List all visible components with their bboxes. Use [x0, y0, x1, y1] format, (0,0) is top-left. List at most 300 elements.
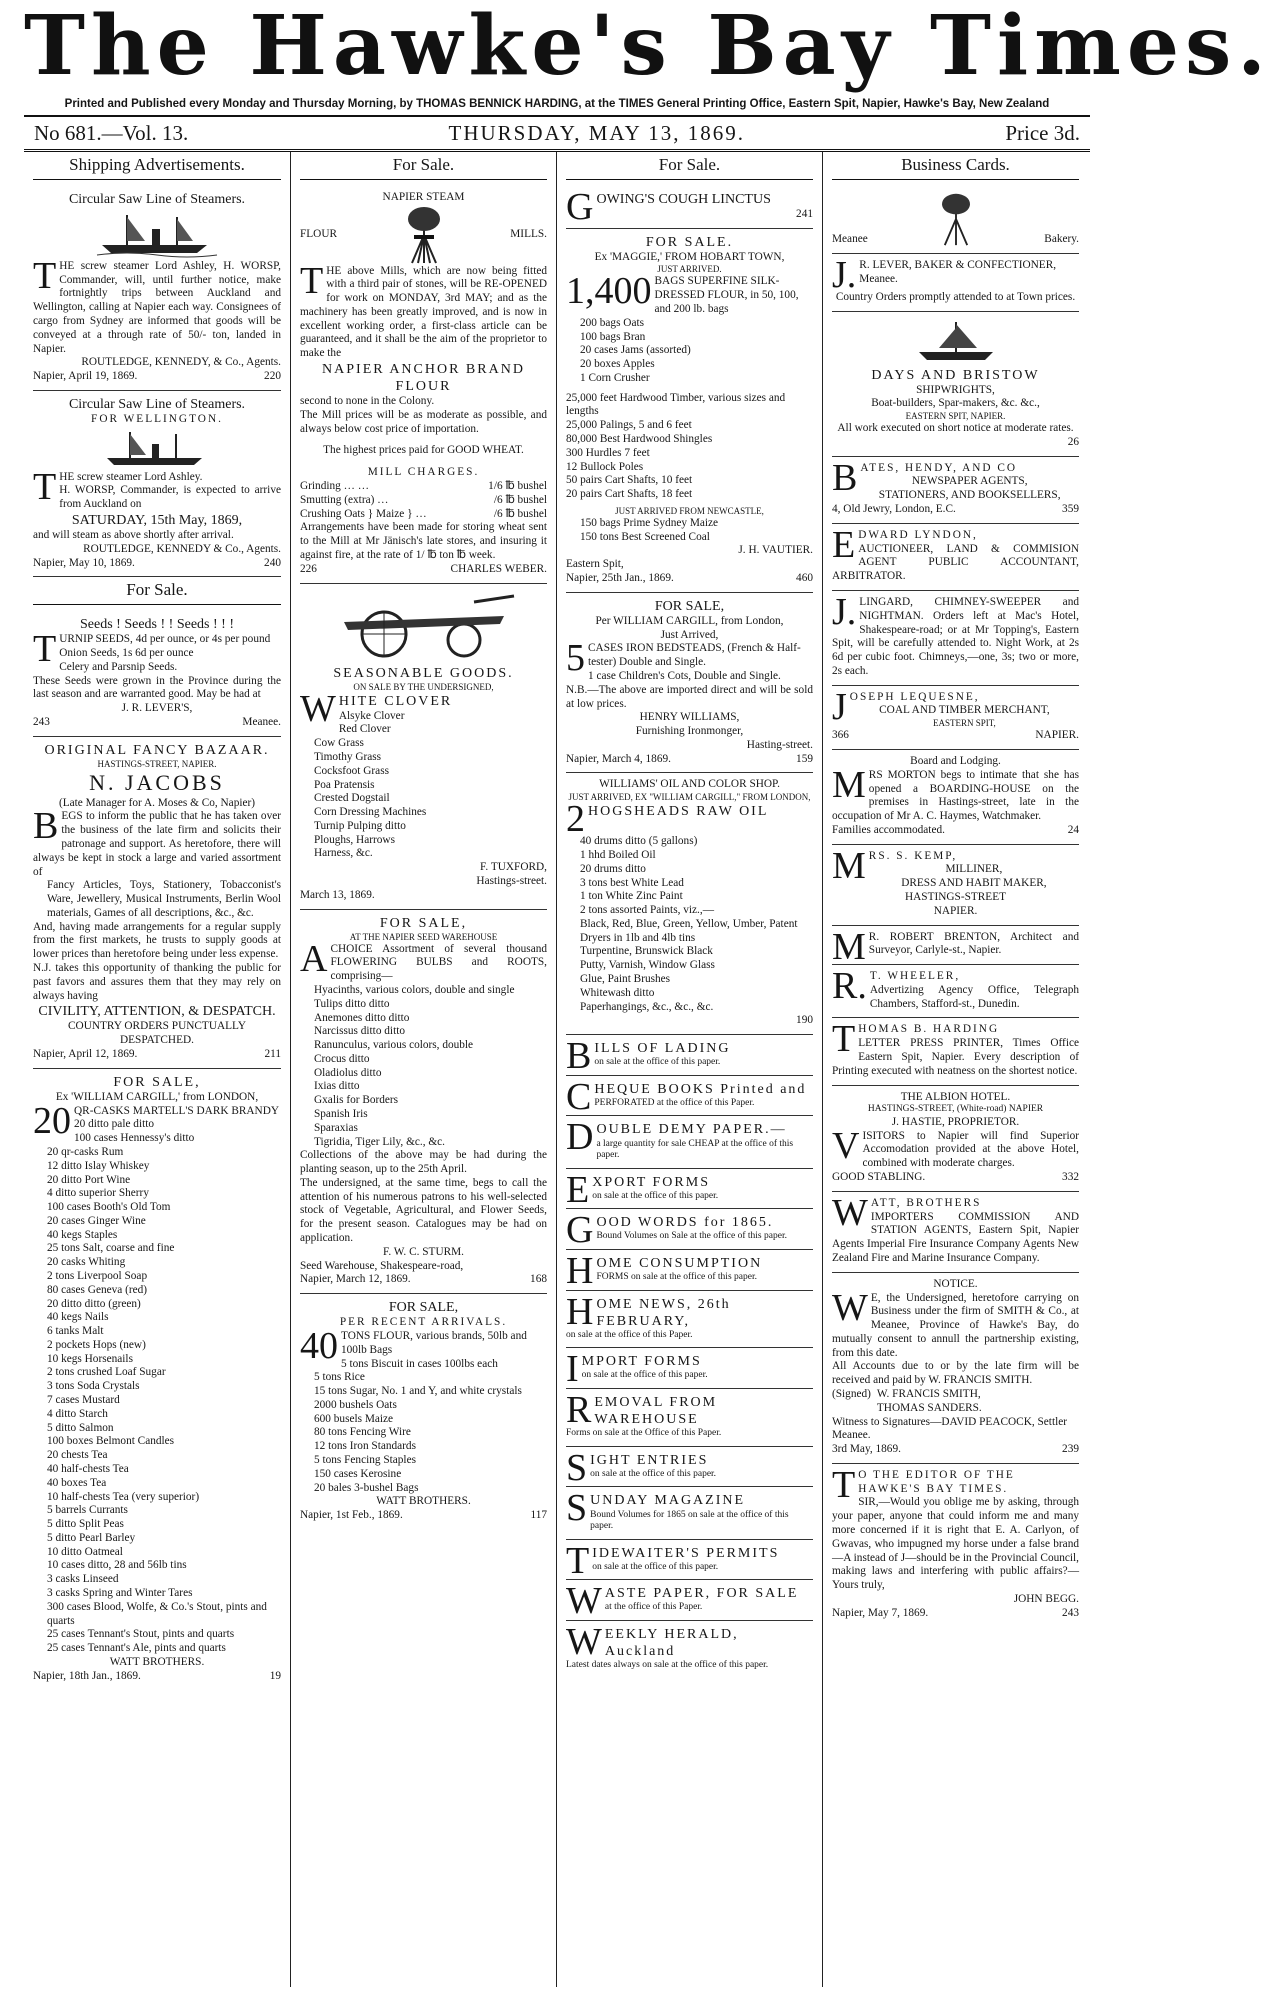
- notice-title: OME NEWS, 26th FEBRUARY,: [596, 1296, 731, 1329]
- card-albion-hotel: [832, 1086, 1079, 1192]
- list-item: Whitewash ditto: [580, 986, 655, 999]
- card-town: NAPIER.: [933, 904, 978, 917]
- ad-ex: JUST ARRIVED, EX "WILLIAM CARGILL," FROM LONDON,: [568, 792, 811, 803]
- ad-place: Hastings-street.: [476, 875, 547, 888]
- notice-sub: on sale at the office of this paper.: [594, 1057, 721, 1068]
- office-notice: [566, 1389, 813, 1447]
- drop-cap: T: [566, 1539, 590, 1582]
- ad-cough-linctus: [566, 186, 813, 229]
- list-item: 80,000 Best Hardwood Shingles: [566, 433, 713, 446]
- card-text: R. ROBERT BRENTON, Architect and Surveyor, Carlyle-st., Napier.: [868, 930, 1079, 957]
- drop-cap: J.: [832, 253, 857, 296]
- list-item: 2 pockets Hops (new): [47, 1338, 146, 1351]
- card-number: 359: [1062, 503, 1079, 516]
- ad-number: 159: [796, 752, 813, 765]
- card-text: All work executed on short notice at moderate rates.: [837, 422, 1074, 435]
- item-list: [300, 984, 547, 1149]
- notice-title: UNDAY MAGAZINE: [590, 1493, 746, 1509]
- notice-sub: Forms on sale at the Office of this Paper.: [566, 1428, 722, 1439]
- ad-lead-text: HOGSHEADS RAW OIL: [588, 804, 769, 820]
- card-lingard: [832, 591, 1079, 686]
- column-heading: Shipping Advertisements.: [33, 152, 281, 180]
- list-item: Ploughs, Harrows: [314, 833, 395, 846]
- column-heading: Business Cards.: [832, 152, 1079, 180]
- drop-cap: M: [832, 844, 866, 887]
- list-item: 600 busels Maize: [314, 1412, 394, 1425]
- list-item: 100 bags Bran: [580, 330, 646, 343]
- card-sub: NEWSPAPER AGENTS,: [911, 475, 1028, 488]
- ad-lead-text: HITE CLOVER: [338, 693, 453, 709]
- ad-subtitle: AT THE NAPIER SEED WAREHOUSE: [349, 931, 498, 942]
- card-text-2: Country Orders promptly attended to at Town prices.: [835, 290, 1076, 303]
- notice-sub: on sale at the office of this paper.: [592, 1561, 719, 1572]
- notice-sub: PERFORATED at the office of this Paper.: [594, 1097, 755, 1108]
- list-item: Timothy Grass: [314, 750, 382, 763]
- drop-cap: T: [33, 254, 57, 297]
- card-number: 24: [1067, 823, 1079, 836]
- list-item: 10 half-chests Tea (very superior): [47, 1490, 200, 1503]
- list-item: 5 barrels Currants: [47, 1504, 128, 1517]
- card-text: IMPORTERS COMMISSION AND STATION AGENTS, Eastern Spit, Napier Agents Imperial Fire Insurance Company Agents New Zealand Fire and Marine Insurance Company.: [832, 1210, 1079, 1264]
- drop-cap: W: [832, 1191, 868, 1234]
- card-text: R. LEVER, BAKER & CONFECTIONER, Meanee.: [859, 258, 1057, 285]
- list-item: Cow Grass: [314, 737, 364, 750]
- ad-flour-mills: [300, 186, 547, 584]
- card-wheeler: [832, 965, 1079, 1018]
- card-place: 4, Old Jewry, London, E.C.: [832, 503, 956, 516]
- ad-signature: WATT BROTHERS.: [109, 1655, 205, 1668]
- notice-title: ASTE PAPER, FOR SALE: [604, 1586, 799, 1602]
- ad-charges-title: MILL CHARGES.: [367, 466, 480, 479]
- card-title: Board and Lodging.: [910, 754, 1001, 767]
- list-item: 25 tons Salt, coarse and fine: [47, 1242, 175, 1255]
- list-item: Ixias ditto: [314, 1080, 360, 1093]
- card-sub-3: HASTINGS-STREET: [904, 890, 1007, 903]
- drop-cap: I: [566, 1348, 579, 1391]
- notice-title: HEQUE BOOKS Printed and: [594, 1081, 807, 1097]
- masthead-title: The Hawke's Bay Times.: [24, 0, 1272, 94]
- issue-date: THURSDAY, MAY 13, 1869.: [448, 121, 746, 145]
- list-item: Red Clover: [338, 723, 391, 736]
- list-item: 5 tons Rice: [314, 1371, 365, 1384]
- ad-title: FOR SALE,: [113, 1074, 201, 1090]
- ad-hobart-flour: [566, 229, 813, 593]
- list-item: 3 casks Spring and Winter Tares: [47, 1586, 193, 1599]
- notice-title: MPORT FORMS: [581, 1354, 702, 1370]
- card-text-2: Families accommodated.: [832, 823, 945, 836]
- ad-body: HE screw steamer Lord Ashley, H. WORSP, Commander, will, until further notice, make fortnightly trips between Auckland and Wellington, calling at Napier each way. Consignees of cargo from Sydney are informed that goods will be conveyed at a through rate of 50/- ton, landed in Napier.: [33, 259, 281, 355]
- ad-place: Meanee.: [242, 715, 281, 728]
- card-text: ISITORS to Napier will find Superior Accomodation provided at the above Hotel, combined with moderate charges.: [862, 1129, 1079, 1170]
- drop-cap: T: [832, 1463, 856, 1506]
- list-item: 20 boxes Apples: [580, 358, 655, 371]
- ad-body-3: N.J. takes this opportunity of thanking the public for past favors and assures them that they may rely on always having: [33, 962, 281, 1002]
- card-title: DWARD LYNDON,: [858, 528, 978, 541]
- column-for-sale-2: [290, 152, 556, 1987]
- ad-watt-brothers-spirits: [33, 1069, 281, 1690]
- drop-cap: W: [300, 687, 336, 730]
- list-item: 40 kegs Staples: [47, 1228, 118, 1241]
- ad-lead-number: 1,400: [566, 270, 652, 313]
- card-text: AUCTIONEER, LAND & COMMISION AGENT PUBLIC ACCOUNTANT, ARBITRATOR.: [832, 542, 1079, 583]
- column-for-sale-3: [556, 152, 822, 1987]
- office-notice: [566, 1209, 813, 1250]
- card-text: RS MORTON begs to intimate that she has opened a BOARDING-HOUSE on the premises in Hastings-street, late in the occupation of Mr A. C. Haymes, Watchmaker.: [832, 768, 1079, 823]
- drop-cap: D: [566, 1116, 594, 1159]
- list-item: 20 ditto Port Wine: [47, 1173, 131, 1186]
- list-item: 3 tons best White Lead: [580, 876, 684, 889]
- wheat-sheaf-icon: [928, 191, 984, 247]
- card-sub-2: DRESS AND HABIT MAKER,: [901, 877, 1047, 890]
- list-item: Tulips ditto ditto: [314, 997, 390, 1010]
- charges-table: [300, 480, 547, 521]
- issue-number: No 681.—Vol. 13.: [34, 121, 189, 145]
- card-place: EASTERN SPIT,: [932, 718, 996, 729]
- card-letter-to-editor: [832, 1464, 1079, 1627]
- list-item: 2 tons assorted Paints, viz.,—: [580, 904, 714, 917]
- ad-number: 168: [530, 1273, 547, 1286]
- ad-title: FOR SALE,: [379, 915, 468, 931]
- list-item: Poa Pratensis: [314, 778, 375, 791]
- ad-body: HE screw steamer Lord Ashley.: [59, 470, 203, 483]
- card-signed: (Signed): [832, 1387, 871, 1400]
- card-title: O THE EDITOR OF THE HAWKE'S BAY TIMES.: [858, 1468, 1015, 1495]
- ad-title: OWING'S COUGH LINCTUS: [596, 191, 771, 207]
- ad-lead-text: CASES IRON BEDSTEADS, (French & Half-tester) Double and Single.: [588, 642, 801, 669]
- office-notice: [566, 1169, 813, 1210]
- list-item: Crested Dogstail: [314, 792, 390, 805]
- list-item: 5 ditto Pearl Barley: [47, 1531, 136, 1544]
- notice-sub: Latest dates always on sale at the office of this paper.: [566, 1660, 769, 1671]
- ad-brand: NAPIER ANCHOR BRAND FLOUR: [322, 361, 525, 395]
- ad-body-2: H. WORSP, Commander, is expected to arrive from Auckland on: [59, 484, 281, 511]
- list-item: 1 ton White Zinc Paint: [580, 890, 683, 903]
- ad-iron-bedsteads: [566, 593, 813, 774]
- ad-place: Hasting-street.: [746, 738, 813, 751]
- office-notice: [566, 1035, 813, 1076]
- ad-title: ORIGINAL FANCY BAZAAR.: [44, 742, 270, 758]
- card-sub: SHIPWRIGHTS,: [916, 383, 995, 396]
- column-shipping: [24, 152, 290, 1987]
- list-item: 150 cases Kerosine: [314, 1467, 402, 1480]
- notice-sub: on sale at the office of this paper.: [581, 1370, 708, 1381]
- card-text-2: All Accounts due to or by the late firm will be received and paid by W. FRANCIS SMITH.: [832, 1360, 1079, 1387]
- list-item: 20 pairs Cart Shafts, 18 feet: [566, 488, 693, 501]
- ad-lead-text: TONS FLOUR, various brands, 50lb and 100lb Bags: [341, 1330, 527, 1356]
- drop-cap: H: [566, 1290, 594, 1333]
- list-item: 20 ditto ditto (green): [47, 1297, 141, 1310]
- ad-number: 190: [796, 1014, 813, 1027]
- notice-sub: a large quantity for sale CHEAP at the office of this paper.: [596, 1138, 794, 1161]
- ad-date: Napier, May 10, 1869.: [33, 556, 135, 569]
- ad-date: Napier, March 12, 1869.: [300, 1273, 411, 1286]
- office-notice: [566, 1621, 813, 1678]
- list-item: 40 boxes Tea: [47, 1476, 107, 1489]
- list-item: 6 tanks Malt: [47, 1325, 104, 1338]
- card-morton-boarding: [832, 750, 1079, 845]
- list-item: 20 qr-casks Rum: [47, 1145, 124, 1158]
- card-watt-brothers: [832, 1192, 1079, 1273]
- ad-wheat: The highest prices paid for GOOD WHEAT.: [323, 444, 524, 457]
- ad-number: 240: [264, 556, 281, 569]
- card-town: NAPIER.: [1035, 729, 1079, 742]
- list-item: 7 cases Mustard: [47, 1394, 120, 1407]
- notice-title: IDEWAITER'S PERMITS: [592, 1545, 780, 1561]
- ad-body-2: second to none in the Colony.: [300, 395, 435, 408]
- ad-number: 117: [530, 1509, 547, 1522]
- ad-body: HE above Mills, which are now being fitted with a third pair of stones, will be RE-OPENED for work on MONDAY, 3rd MAY; and as the machinery has been greatly improved, and is now in excellent working order, a first-class article can be guaranteed, and it shall be the aim of the proprietor to make the: [300, 264, 547, 360]
- ad-sub: Furnishing Ironmonger,: [635, 725, 744, 738]
- ad-name: N. JACOBS: [89, 769, 225, 795]
- list-item: 150 bags Prime Sydney Maize: [580, 516, 719, 529]
- list-item: 3 tons Soda Crystals: [47, 1380, 140, 1393]
- card-text: E, the Undersigned, heretofore carrying on Business under the firm of SMITH & Co., at Meanee, Province of Hawke's Bay, do mutually consent to annull the partnership existing, from this date.: [832, 1291, 1079, 1359]
- notice-sub: Bound Volumes for 1865 on sale at the office of this paper.: [590, 1509, 789, 1532]
- ad-recent-arrivals: [300, 1294, 547, 1529]
- ad-title: SEASONABLE GOODS.: [333, 665, 514, 681]
- ad-body: CHOICE Assortment of several thousand FLOWERING BULBS and ROOTS, comprising—: [330, 942, 547, 983]
- ad-steamer-ashley: [33, 186, 281, 391]
- list-item: 300 cases Blood, Wolfe, & Co.'s Stout, pints and quarts: [47, 1600, 267, 1627]
- notice-title: OUBLE DEMY PAPER.—: [596, 1122, 787, 1138]
- ad-signature: HENRY WILLIAMS,: [639, 711, 740, 724]
- list-item: 40 kegs Nails: [47, 1311, 109, 1324]
- list-item: Glue, Paint Brushes: [580, 973, 671, 986]
- ad-date: Napier, April 19, 1869.: [33, 370, 138, 383]
- ad-title: Seeds ! Seeds ! ! Seeds ! ! !: [80, 617, 234, 633]
- list-item: 10 kegs Horsenails: [47, 1352, 133, 1365]
- office-notice: [566, 1348, 813, 1389]
- list-item: 80 cases Geneva (red): [47, 1283, 148, 1296]
- charges-item: Grinding … …: [300, 480, 370, 493]
- ad-place: Seed Warehouse, Shakespeare-road,: [300, 1259, 464, 1272]
- card-title: DAYS AND BRISTOW: [871, 367, 1040, 383]
- columns: [24, 152, 1090, 1987]
- notice-sub: at the office of this Paper.: [604, 1602, 703, 1613]
- card-number: 243: [1062, 1606, 1079, 1619]
- card-text: SIR,—Would you oblige me by asking, through your paper, anyone that could inform me and many more concerned if it is right that E. A. Carlyon, of Gwavas, who impugned my horse under a false brand—A instead of J—should be in the Provincial Council, making laws and interfering with public affairs?—Yours truly,: [832, 1496, 1079, 1592]
- ad-lead-text: QR-CASKS MARTELL'S DARK BRANDY: [74, 1104, 280, 1117]
- card-title: T. WHEELER,: [869, 970, 961, 983]
- ad-signature: F. TUXFORD,: [480, 861, 547, 874]
- list-item: 20 ditto pale ditto: [74, 1118, 155, 1131]
- card-title: NOTICE.: [933, 1277, 978, 1290]
- office-notice: [566, 1487, 813, 1539]
- list-item: Alsyke Clover: [338, 709, 405, 722]
- item-list-3: [566, 517, 813, 545]
- drop-cap: B: [33, 805, 59, 848]
- plough-machine-icon: [324, 592, 524, 662]
- card-sub: MILLINER,: [945, 863, 1003, 876]
- ad-motto: CIVILITY, ATTENTION, & DESPATCH.: [38, 1004, 276, 1020]
- ad-top: NAPIER STEAM: [382, 190, 465, 203]
- charges-rate: /6 ℔ bushel: [493, 507, 547, 520]
- card-place: EASTERN SPIT, NAPIER.: [905, 411, 1006, 422]
- ad-title: FOR SALE,: [388, 1300, 459, 1316]
- office-notice: [566, 1250, 813, 1291]
- ad-body-3: The Mill prices will be as moderate as possible, and always below cost price of importation.: [300, 408, 547, 435]
- list-item: 300 Hurdles 7 feet: [566, 446, 650, 459]
- list-item: 150 tons Best Screened Coal: [580, 530, 710, 543]
- ad-just: Just Arrived,: [660, 628, 719, 641]
- ad-per: Per WILLIAM CARGILL, from London,: [595, 614, 784, 627]
- card-stabling: GOOD STABLING.: [832, 1171, 926, 1184]
- list-item: 15 tons Sugar, No. 1 and Y, and white crystals: [314, 1385, 522, 1398]
- card-prop: J. HASTIE, PROPRIETOR.: [891, 1115, 1020, 1128]
- ad-fancy-bazaar: [33, 737, 281, 1069]
- card-harding: [832, 1018, 1079, 1085]
- drop-cap: M: [832, 925, 866, 968]
- list-item: 40 half-chests Tea: [47, 1462, 129, 1475]
- list-item: 20 chests Tea: [47, 1449, 108, 1462]
- drop-cap: S: [566, 1487, 588, 1530]
- notice-title: XPORT FORMS: [592, 1174, 710, 1190]
- drop-cap: T: [33, 465, 57, 508]
- ad-number: 211: [264, 1047, 281, 1060]
- office-notice: [566, 1076, 813, 1117]
- ad-number: 243: [33, 715, 50, 728]
- list-item: Harness, &c.: [314, 847, 373, 860]
- steamship-icon: [102, 430, 212, 468]
- card-title: HOMAS B. HARDING: [858, 1023, 1000, 1036]
- office-notices: [566, 1035, 813, 1678]
- drop-cap: E: [832, 523, 856, 566]
- drop-cap: H: [566, 1250, 594, 1293]
- column-heading: For Sale.: [300, 152, 547, 180]
- drop-cap: G: [566, 185, 594, 228]
- list-item: 3 casks Linseed: [47, 1573, 119, 1586]
- drop-cap: J: [832, 685, 847, 728]
- ad-steamer-wellington: [33, 391, 281, 578]
- ad-lead-number: 20: [33, 1099, 71, 1142]
- ad-body-4: Arrangements have been made for storing wheat sent to the Mill at Mr Jänisch's late stores, and insuring it against fire, at the rate of 1/ ℔ ton ℔ week.: [300, 521, 547, 561]
- card-right: Bakery.: [1044, 232, 1079, 245]
- card-meanee-bakery: [832, 186, 1079, 254]
- ad-seed-warehouse: [300, 910, 547, 1295]
- drop-cap: V: [832, 1124, 860, 1167]
- drop-cap: T: [300, 259, 324, 302]
- list-item: Anemones ditto ditto: [314, 1011, 410, 1024]
- drop-cap: W: [832, 1286, 868, 1329]
- column-heading: For Sale.: [566, 152, 813, 180]
- card-signature: JOHN BEGG.: [1013, 1592, 1079, 1605]
- ad-late: (Late Manager for A. Moses & Co, Napier): [58, 796, 256, 809]
- card-title: ATES, HENDY, AND CO: [860, 461, 1018, 474]
- card-title: RS. S. KEMP,: [868, 849, 958, 862]
- office-notice: [566, 1540, 813, 1581]
- ad-number: 220: [264, 370, 281, 383]
- ad-number: 19: [269, 1669, 281, 1682]
- section-heading: For Sale.: [33, 577, 281, 605]
- ad-date: Napier, March 4, 1869.: [566, 752, 671, 765]
- ad-number: 241: [796, 207, 813, 220]
- card-kemp: [832, 845, 1079, 926]
- card-text: Advertizing Agency Office, Telegraph Chambers, Stafford-st., Dunedin.: [869, 983, 1079, 1010]
- list-item: 5 tons Fencing Staples: [314, 1454, 416, 1467]
- card-text: LETTER PRESS PRINTER, Times Office Eastern Spit, Napier. Every description of Printing executed with neatness on the shortest notice.: [832, 1037, 1079, 1077]
- list-item: 4 ditto superior Sherry: [47, 1187, 149, 1200]
- drop-cap: W: [566, 1621, 602, 1663]
- list-item: 200 bags Oats: [580, 316, 645, 329]
- list-item: 12 tons Iron Standards: [314, 1440, 416, 1453]
- card-title: ATT, BROTHERS: [870, 1196, 982, 1209]
- notice-title: EEKLY HERALD, Auckland: [604, 1627, 739, 1660]
- charges-rate: /6 ℔ bushel: [493, 493, 547, 506]
- card-brenton: [832, 926, 1079, 966]
- notice-sub: Bound Volumes on Sale at the office of this paper.: [596, 1231, 787, 1242]
- ad-subtitle: FOR WELLINGTON.: [91, 412, 223, 425]
- notice-title: EMOVAL FROM WAREHOUSE: [594, 1395, 718, 1428]
- card-witness: Witness to Signatures—DAVID PEACOCK, Settler Meanee.: [832, 1415, 1067, 1442]
- card-date: 3rd May, 1869.: [832, 1443, 901, 1456]
- drop-cap: G: [566, 1209, 594, 1252]
- card-bates-hendy: [832, 457, 1079, 524]
- office-notice: [566, 1291, 813, 1349]
- drop-cap: T: [33, 628, 57, 671]
- list-item: Turnip Pulping ditto: [314, 819, 406, 832]
- ad-title: FOR SALE,: [654, 598, 725, 614]
- notice-title: OME CONSUMPTION: [596, 1256, 763, 1272]
- list-item: 2000 bushels Oats: [314, 1398, 397, 1411]
- card-partnership-notice: [832, 1273, 1079, 1464]
- list-item: 12 ditto Islay Whiskey: [47, 1159, 150, 1172]
- list-item: 20 drums ditto: [580, 862, 646, 875]
- ad-body-2: And, having made arrangements for a regular supply from the first markets, he trusts to supply goods at lower prices than heretofore being under less expense.: [33, 920, 281, 961]
- ad-body-3: and will steam as above shortly after arrival.: [33, 529, 234, 542]
- notice-sub: on sale at the office of this paper.: [592, 1190, 719, 1201]
- ad-line: 1 case Children's Cots, Double and Single.: [588, 670, 781, 682]
- ad-number: 460: [796, 572, 813, 585]
- ad-newcastle: JUST ARRIVED FROM NEWCASTLE,: [615, 505, 764, 516]
- card-sub-2: STATIONERS, AND BOOKSELLERS,: [878, 489, 1061, 502]
- drop-cap: J.: [832, 590, 857, 633]
- charges-item: Smutting (extra) …: [300, 493, 389, 506]
- charges-row: [300, 494, 547, 508]
- drop-cap: R.: [832, 965, 867, 1008]
- ad-date: Napier, 1st Feb., 1869.: [300, 1509, 403, 1522]
- ad-date: March 13, 1869.: [300, 888, 375, 901]
- charges-item: Crushing Oats } Maize } …: [300, 507, 427, 520]
- ad-agent: ROUTLEDGE, KENNEDY, & Co., Agents.: [81, 356, 281, 369]
- drop-cap: W: [566, 1580, 602, 1623]
- list-item: Sparaxias: [314, 1121, 358, 1134]
- list-item: 10 cases ditto, 28 and 56lb tins: [47, 1559, 187, 1572]
- notice-sub: on sale at the office of this paper.: [590, 1468, 717, 1479]
- ad-signature: J. H. VAUTIER.: [738, 544, 813, 557]
- ad-body-2: Collections of the above may be had during the planting season, up to the 25th April.: [300, 1149, 547, 1176]
- card-days-bristow: [832, 312, 1079, 457]
- list-item: Corn Dressing Machines: [314, 806, 427, 819]
- list-item: 20 casks Whiting: [47, 1256, 126, 1269]
- card-lever: [832, 254, 1079, 312]
- card-text: LINGARD, CHIMNEY-SWEEPER and NIGHTMAN. Orders left at Mac's Hotel, Shakespeare-road; or at Mr Topping's, Eastern Spit, will be carefully attended to. Night Work, at 2s 6d per cubic foot. Chimneys,—one, 3s; two or more, 2s each.: [832, 595, 1079, 677]
- ad-lead-text: BAGS SUPERFINE SILK-DRESSED FLOUR, in 50, 100, and 200 lb. bags: [654, 275, 799, 315]
- ad-title: Circular Saw Line of Steamers.: [68, 191, 246, 207]
- ad-items: Fancy Articles, Toys, Stationery, Tobacconist's Ware, Jewellery, Musical Instruments, Berlin Wool materials, Games of all descriptions, &c., &c.: [47, 879, 281, 919]
- card-left: Meanee: [832, 232, 868, 245]
- card-title: OSEPH LEQUESNE,: [849, 690, 980, 703]
- list-item: Oladiolus ditto: [314, 1066, 382, 1079]
- list-item: Spanish Iris: [314, 1108, 368, 1120]
- ad-subtitle: PER RECENT ARRIVALS.: [339, 1316, 508, 1329]
- sailing-ship-icon: [911, 320, 1001, 364]
- item-list: [566, 317, 813, 386]
- item-list: [300, 710, 547, 862]
- ad-signature: J. R. LEVER'S,: [121, 702, 193, 715]
- drop-cap: S: [566, 1446, 588, 1489]
- ad-title: WILLIAMS' OIL AND COLOR SHOP.: [599, 778, 780, 791]
- list-item: 50 pairs Cart Shafts, 10 feet: [566, 474, 693, 487]
